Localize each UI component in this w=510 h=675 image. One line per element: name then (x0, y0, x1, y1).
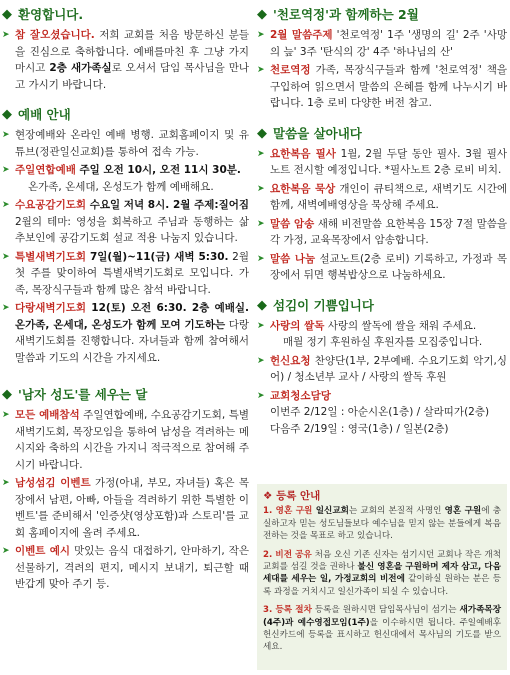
notice-paragraph: 1. 영혼 구원 일신교회는 교회의 본질적 사명인 영혼 구원에 충실하고자 믿는 성도님들보다 예수님을 믿지 않는 분들에게 복음 전하는 것을 목표로 하고 있습니다. (263, 506, 502, 542)
list-item: ➤ 주일연합예배 주일 오전 10시, 오전 11시 30분. 온가족, 온세대, 온성도가 함께 예배해요. (2, 164, 241, 193)
left-column (2, 6, 249, 595)
diamond-icon: ◆ (2, 387, 12, 402)
bible-section-title: ◆ '천로역정'과 함께하는 2월 (257, 7, 419, 22)
worship-section-title: ◆ 예배 안내 (2, 107, 71, 122)
list-item: ➤ 교회청소담당 이번주 2/12일 : 아순시온(1층) / 살라띠가(2층) 다음주 2/19일 : 영국(1층) / 일본(2층) (257, 389, 490, 435)
triangle-bullet-icon: ➤ (257, 183, 265, 194)
list-item: ➤ 남성섬김 이벤트 가정(아내, 부모, 자녀들) 혹은 목장에서 남편, 아빠, 아들을 격려하기 위한 특별한 이벤트'를 준비해서 '인증샷(영상포함)과 스토리'를 교회 홈페이지에 올려 주세요. (2, 477, 249, 539)
diamond-icon: ◆ (2, 7, 12, 22)
list-item: ➤ 모든 예배참석 주일연합예배, 수요공감기도회, 특별새벽기도회, 목장모임을 통하여 남성을 격려하는 메시지와 축하의 시간을 가지니 적극적으로 참여해 주시기 바랍니다. (2, 409, 250, 471)
triangle-bullet-icon: ➤ (257, 65, 265, 75)
right-column (257, 6, 507, 439)
list-item: ➤ 수요공감기도회 수요일 저녁 8시. 2월 주제:질어짐 2월의 테마: 영성을 회복하고 주님과 동행하는 삶 추보인에 공감기도회 설교 적용 나눔지 있습니다. (2, 199, 249, 244)
list-item: ➤ 말씀 나눔 설교노트(2층 로비) 기록하고, 가정과 목장에서 뒤면 행복밥상으로 나눔하세요. (257, 252, 507, 281)
list-item: ➤ 참 잘오셨습니다. 저희 교회를 처음 방문하신 분들을 진심으로 축하합니다. 예배를마친 후 그냥 가지 마시고 2층 새가족실로 오셔서 담임 목사님을 만나고 가시기 바랍니다. (2, 29, 249, 91)
triangle-bullet-icon: ➤ (257, 30, 265, 40)
triangle-bullet-icon: ➤ (2, 130, 10, 140)
notice-paragraph: 3. 등록 절차 등록을 원하시면 담임목사님이 섬기는 새가족목장(4주)과 예수영접모임(1주)을 이수하시면 됩니다. 주일예배후 헌신카드에 등록을 표시하고 헌신대에서 목사님의 기도를 받으세요. (263, 605, 502, 653)
triangle-bullet-icon: ➤ (257, 355, 265, 366)
triangle-bullet-icon: ➤ (2, 478, 10, 488)
serve-section-title: ◆ 섬김이 기쁨입니다 (257, 297, 374, 313)
welcome-section-title: ◆ 환영합니다. (2, 7, 84, 22)
list-item: ➤ 말씀 암송 새해 비전말씀 요한복음 15장 7절 말씀을 각 가정, 교육목장에서 암송합니다. (257, 217, 507, 246)
notice-paragraph: 2. 비전 공유 처음 오신 기존 신자는 섬기시던 교회나 작은 개척교회를 섬길 것을 권하나 불신 영혼을 구원하며 제자 삼고, 다음 세대를 세우는 일, 가정교회의 비전에 같이하실 원하는 분은 등록 과정을 거치시고 일신가족이 되실 수 있습니다. (263, 549, 502, 597)
triangle-bullet-icon: ➤ (2, 546, 10, 556)
notice-title: ❖ 등록 안내 (263, 490, 321, 502)
triangle-bullet-icon: ➤ (2, 251, 10, 262)
triangle-bullet-icon: ➤ (2, 410, 10, 420)
list-item: ➤ 사랑의 쌀독 사랑의 쌀독에 쌀을 채워 주세요. 매월 정기 후원하실 후원자를 모집중입니다. (257, 319, 483, 348)
triangle-bullet-icon: ➤ (257, 218, 265, 229)
triangle-bullet-icon: ➤ (2, 165, 10, 175)
list-item: ➤ 요한복음 필사 1월, 2월 두달 동안 필사. 3월 필사 노트 전시할 예정입니다. *필사노트 2층 로비 비치. (257, 147, 508, 176)
diamond-icon: ◆ (257, 297, 267, 313)
triangle-bullet-icon: ➤ (2, 30, 10, 40)
list-item: ➤ 요한복음 묵상 개인이 큐티책으로, 새벽기도 시간에 함께, 새벽예배영상을 묵상해 주세요. (257, 182, 507, 211)
men-section-title: ◆ '남자 성도'를 세우는 달 (2, 387, 148, 402)
list-item: ➤ 2월 말씀주제 '천로역정' 1주 '생명의 길' 2주 '사망의 늪' 3주 '탄식의 강' 4주 '하나님의 산' (257, 29, 507, 58)
diamond-icon: ◆ (2, 107, 12, 122)
list-item: ➤ 헌신요청 찬양단(1부, 2부예배. 수요기도회 악기,싱어) / 청소년부 교사 / 사랑의 쌀독 후원 (257, 354, 507, 383)
triangle-bullet-icon: ➤ (257, 148, 265, 159)
word-section-title: ◆ 말씀을 살아내다 (257, 125, 362, 141)
list-item: ➤ 특별새벽기도회 7일(월)~11(금) 새벽 5:30. 2월 첫 주를 맞이하여 특별새벽기도회로 모입니다. 가족, 목장식구들과 함께 많은 참석 바랍니다. (2, 250, 249, 296)
triangle-bullet-icon: ➤ (257, 253, 265, 264)
registration-notice-box (257, 484, 507, 670)
triangle-bullet-icon: ➤ (257, 320, 265, 331)
diamond-icon: ◆ (257, 125, 267, 141)
diamond-icon: ❖ (263, 490, 273, 502)
triangle-bullet-icon: ➤ (2, 303, 10, 313)
list-item: ➤ 이벤트 예시 맛있는 음식 대접하기, 안마하기, 작은 선물하기, 격려의 편지, 메시지 보내기, 퇴근할 때 반갑게 맞아 주기 등. (2, 545, 249, 590)
list-item: ➤ 천로역정 가족, 목장식구들과 함께 '천로역정' 책을 구입하여 읽으면서 말씀의 은혜를 함께 나누시기 바랍니다. 1층 로비 다양한 버전 참고. (257, 64, 507, 109)
diamond-icon: ◆ (257, 7, 267, 22)
list-item: ➤ 다랑새벽기도회 12(토) 오전 6:30. 2층 예배실. 온가족, 온세대, 온성도가 함께 모여 기도하는 다랑새벽기도회를 진행합니다. 자녀들과 함께 참여해서 말씀과 기도의 시간을 가지세요. (2, 302, 249, 364)
triangle-bullet-icon: ➤ (257, 390, 265, 401)
list-item: ➤ 현장예배와 온라인 예배 병행. 교회홈페이지 및 유튜브(정관일신교회)를 통하여 접속 가능. (2, 129, 249, 158)
triangle-bullet-icon: ➤ (2, 200, 10, 210)
